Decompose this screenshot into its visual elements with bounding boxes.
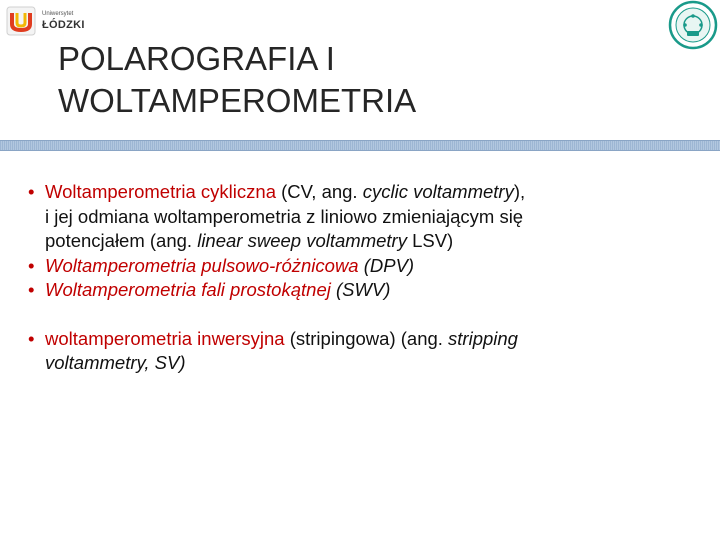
university-logo [6, 6, 96, 40]
bullet-text-italic: stripping [448, 327, 518, 349]
bullet-text: i jej odmiana woltamperometria z liniowo zmieniającym się [45, 205, 524, 227]
bullet-text-italic: (SWV) [330, 279, 391, 300]
bullet-text: (CV, ang. [275, 181, 363, 202]
bullet-text: potencjałem (ang. [45, 230, 198, 251]
spacer [28, 303, 688, 327]
bullet-term: Woltamperometria fali prostokątnej [45, 279, 331, 300]
university-label-name: ŁÓDZKI [42, 19, 85, 31]
title-line-1: POLAROGRAFIA I [58, 40, 335, 77]
bullet-text-italic: cyclic voltammetry [362, 181, 514, 202]
bullet-icon: • [28, 327, 35, 349]
university-emblem-icon [6, 6, 36, 36]
bullet-item-dpv [28, 254, 688, 279]
bullet-icon: • [28, 181, 35, 202]
bullet-text-italic: linear sweep voltammetry [197, 230, 413, 251]
bullet-text: ), [513, 181, 526, 202]
bullet-term: Woltamperometria pulsowo-różnicowa [45, 254, 359, 276]
bullet-term: Woltamperometria cykliczna [45, 181, 276, 202]
bullet-item-swv [28, 278, 688, 303]
faculty-logo [668, 0, 718, 50]
faculty-emblem-icon [668, 0, 718, 50]
slide-title [58, 38, 618, 122]
bullet-text: (stripingowa) (ang. [284, 327, 449, 349]
bullet-item-sv [28, 327, 688, 376]
bullet-item-cv [28, 180, 688, 254]
bullet-icon: • [28, 279, 35, 300]
bullet-text: LSV) [412, 230, 454, 251]
university-label-small: Uniwersytet [42, 11, 74, 17]
bullet-list [28, 180, 688, 376]
title-line-2: WOLTAMPEROMETRIA [58, 82, 417, 119]
bullet-text-italic: (DPV) [358, 254, 415, 276]
bullet-icon: • [28, 254, 35, 276]
bullet-term: woltamperometria inwersyjna [45, 327, 285, 349]
bullet-text-italic: voltammetry, SV) [45, 352, 186, 373]
title-divider [0, 140, 720, 151]
